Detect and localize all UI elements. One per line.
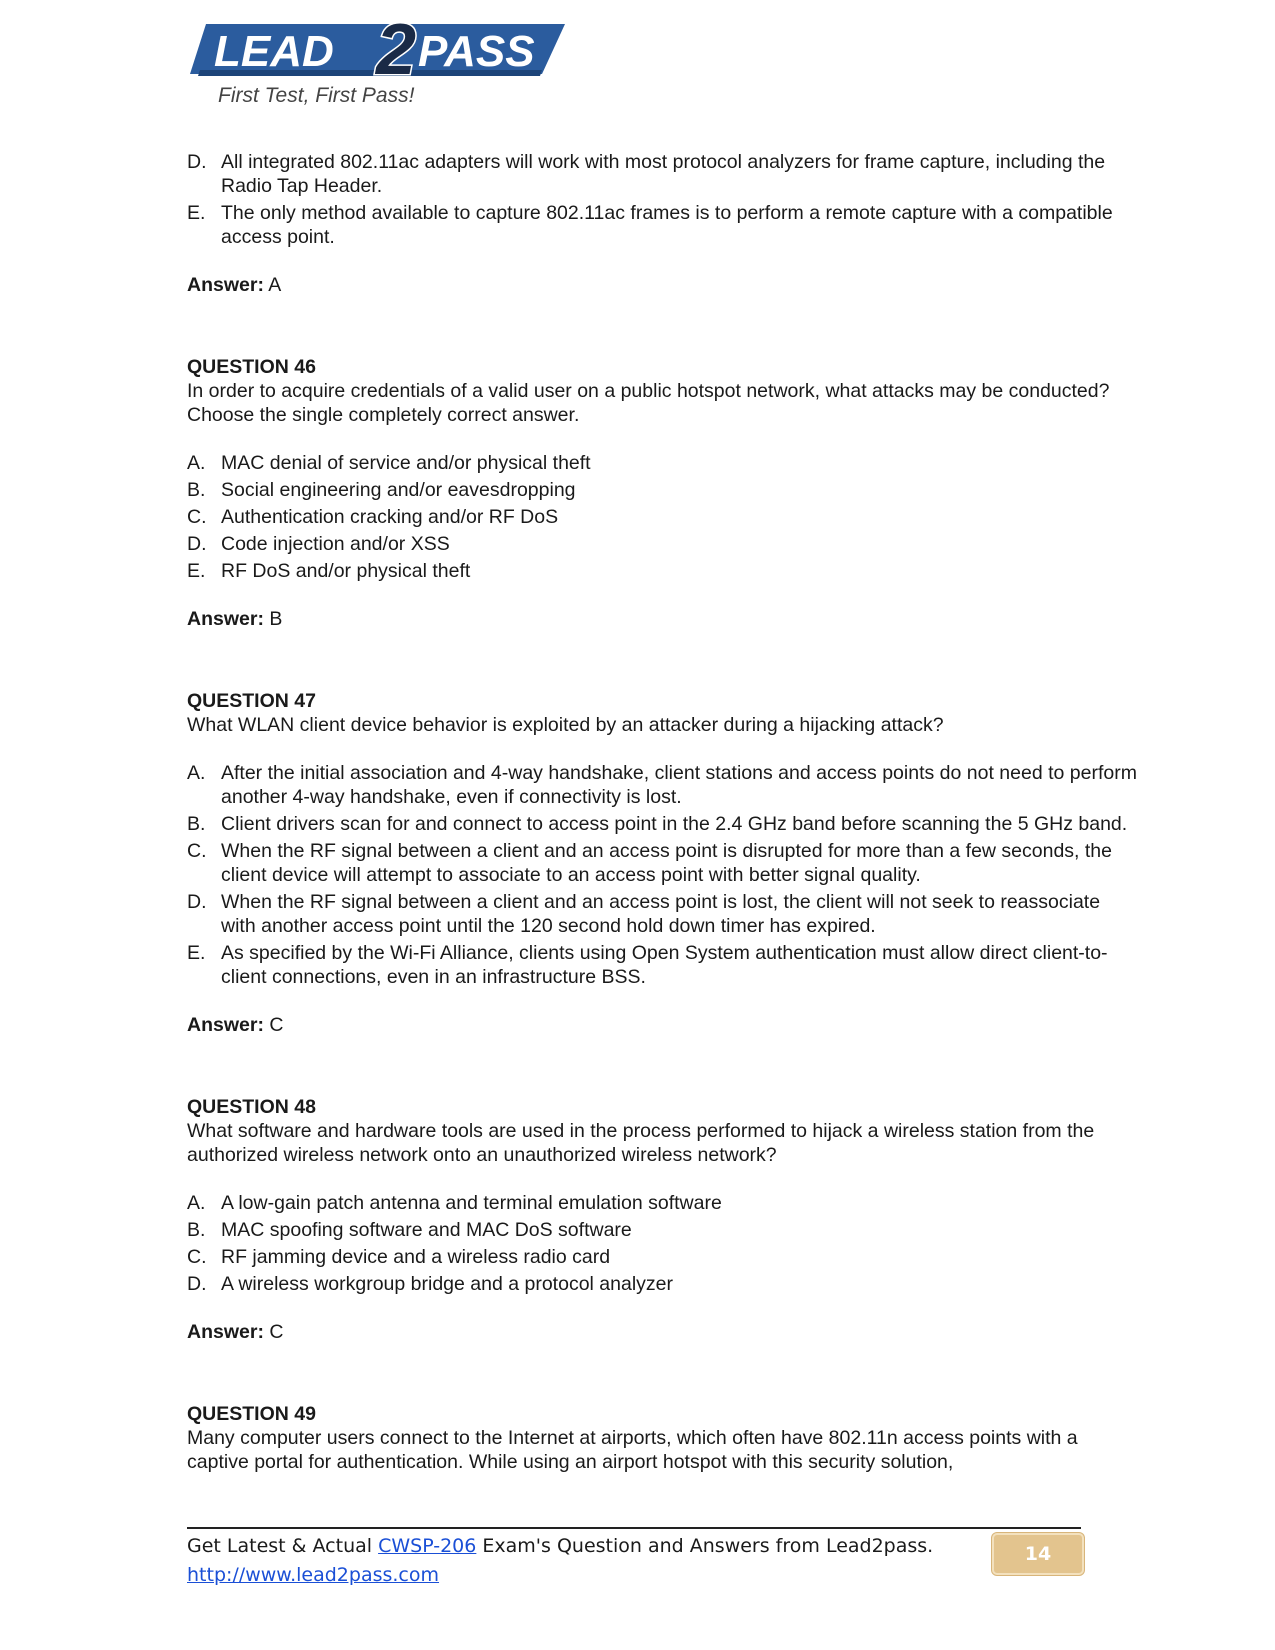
footer-line-1 (187, 1532, 933, 1561)
option-letter: B. (187, 1219, 206, 1241)
question-text: What software and hardware tools are used in the process performed to hijack a wireless station from the authorized wireless network onto an unauthorized wireless network? (187, 1120, 1095, 1166)
question-text: In order to acquire credentials of a valid user on a public hotspot network, what attacks may be conducted? Choose the single completely correct answer. (187, 380, 1110, 426)
exam-link[interactable]: CWSP-206 (378, 1535, 477, 1557)
option-letter: A. (187, 452, 206, 474)
option-letter: D. (187, 891, 207, 913)
answer-label: Answer: (187, 608, 264, 630)
option-letter: E. (187, 942, 206, 964)
option-row (187, 559, 1137, 583)
option-letter: D. (187, 151, 207, 173)
option-letter: D. (187, 533, 207, 555)
question-49 (187, 1402, 1137, 1474)
question-text: Many computer users connect to the Internet at airports, which often have 802.11n access points with a captive portal for authentication. While using an airport hotspot with this security solution, (187, 1427, 1078, 1473)
option-row (187, 150, 1137, 198)
option-letter: B. (187, 813, 206, 835)
option-row (187, 1245, 1137, 1269)
option-text: When the RF signal between a client and an access point is lost, the client will not seek to reassociate with another access point until the 120 second hold down timer has expired. (221, 891, 1101, 937)
option-text: A low-gain patch antenna and terminal emulation software (221, 1192, 722, 1214)
question-title: QUESTION 49 (187, 1403, 316, 1425)
question-46 (187, 355, 1137, 631)
lead2pass-logo (190, 8, 590, 108)
option-text: All integrated 802.11ac adapters will work with most protocol analyzers for frame capture, including the Radio Tap Header. (221, 151, 1106, 197)
option-text: Authentication cracking and/or RF DoS (221, 506, 559, 528)
option-text: When the RF signal between a client and an access point is disrupted for more than a few seconds, the client device will attempt to associate to an access point with better signal quality. (221, 840, 1113, 886)
answer-line (187, 607, 1137, 631)
option-text: After the initial association and 4-way handshake, client stations and access points do not need to perform another 4-way handshake, even if connectivity is lost. (221, 762, 1137, 808)
option-row (187, 201, 1137, 249)
question-options (187, 1191, 1137, 1296)
option-letter: E. (187, 202, 206, 224)
answer-value: C (263, 1321, 284, 1343)
option-text: MAC spoofing software and MAC DoS software (221, 1219, 632, 1241)
question-47 (187, 689, 1137, 1037)
option-text: MAC denial of service and/or physical theft (221, 452, 591, 474)
question-48 (187, 1095, 1137, 1344)
option-text: Client drivers scan for and connect to access point in the 2.4 GHz band before scanning the 5 GHz band. (221, 813, 1128, 835)
option-row (187, 941, 1137, 989)
option-row (187, 812, 1137, 836)
answer-value: C (263, 1014, 284, 1036)
option-text: RF DoS and/or physical theft (221, 560, 471, 582)
option-row (187, 1218, 1137, 1242)
logo-digit: 2 (376, 10, 417, 90)
option-row (187, 505, 1137, 529)
question-title: QUESTION 46 (187, 356, 316, 378)
option-row (187, 839, 1137, 887)
option-text: The only method available to capture 802.11ac frames is to perform a remote capture with a compatible access point. (221, 202, 1113, 248)
option-text: Social engineering and/or eavesdropping (221, 479, 576, 501)
option-row (187, 761, 1137, 809)
option-letter: A. (187, 762, 206, 784)
prev-question-options (187, 150, 1137, 249)
option-letter: C. (187, 506, 207, 528)
footer-line-2 (187, 1561, 933, 1590)
option-letter: D. (187, 1273, 207, 1295)
answer-label: Answer: (187, 1014, 264, 1036)
option-letter: B. (187, 479, 206, 501)
answer-label: Answer: (187, 1321, 264, 1343)
question-title: QUESTION 47 (187, 690, 316, 712)
answer-label: Answer: (187, 274, 264, 296)
site-url-link[interactable]: http://www.lead2pass.com (187, 1564, 440, 1586)
answer-value: A (263, 274, 282, 296)
answer-line (187, 1013, 1137, 1037)
answer-line (187, 1320, 1137, 1344)
option-row (187, 1272, 1137, 1296)
logo-word-right: PASS (418, 27, 535, 76)
option-text: Code injection and/or XSS (221, 533, 450, 555)
option-letter: C. (187, 1246, 207, 1268)
footer-suffix: Exam's Question and Answers from Lead2pass. (476, 1535, 934, 1557)
question-text: What WLAN client device behavior is exploited by an attacker during a hijacking attack? (187, 714, 944, 736)
footer-prefix: Get Latest & Actual (187, 1535, 379, 1557)
option-letter: E. (187, 560, 206, 582)
option-letter: C. (187, 840, 207, 862)
answer-value: B (263, 608, 283, 630)
option-row (187, 890, 1137, 938)
option-letter: A. (187, 1192, 206, 1214)
option-row (187, 532, 1137, 556)
logo-tagline: First Test, First Pass! (218, 84, 415, 107)
option-text: RF jamming device and a wireless radio card (221, 1246, 611, 1268)
question-title: QUESTION 48 (187, 1096, 316, 1118)
option-text: As specified by the Wi-Fi Alliance, clients using Open System authentication must allow direct client-to-client connections, even in an infrastructure BSS. (221, 942, 1108, 988)
footer-divider (187, 1527, 1081, 1529)
page-number-badge: 14 (992, 1533, 1084, 1575)
question-options (187, 451, 1137, 583)
option-row (187, 478, 1137, 502)
answer-line (187, 273, 1137, 297)
page-content (187, 150, 1137, 1498)
option-row (187, 1191, 1137, 1215)
option-row (187, 451, 1137, 475)
logo-word-left: LEAD (214, 27, 334, 76)
question-options (187, 761, 1137, 989)
option-text: A wireless workgroup bridge and a protocol analyzer (221, 1273, 673, 1295)
page-footer (187, 1532, 933, 1590)
